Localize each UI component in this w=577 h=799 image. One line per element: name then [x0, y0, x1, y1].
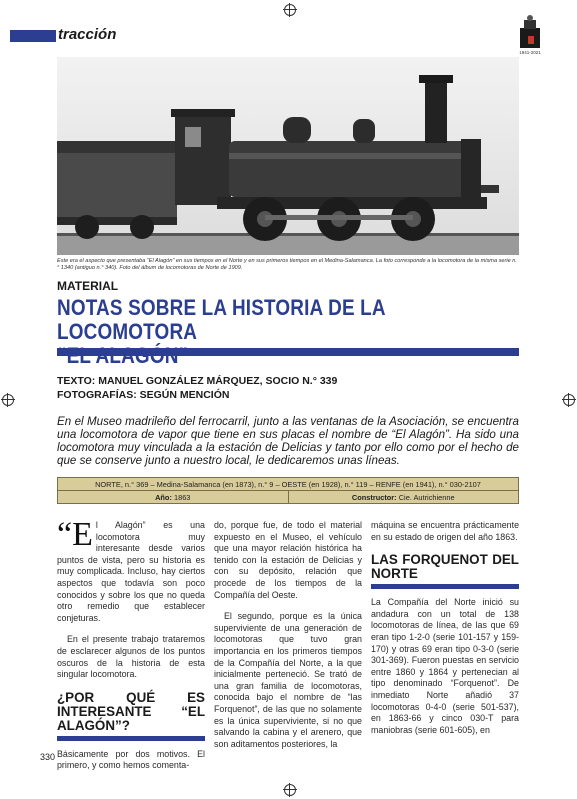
column-3-paragraph-2: La Compañía del Norte inició su andadura con un total de 138 locomotoras de línea, de las que 69 eran tipo 1-2-0 (serie 101-157 y 159-170) y otras 69 eran tipo 0-3-0 (serie 301-369). Fueron puestas en servicio entre 1860 y 1864 y pertenecian al tipo denominado “Forquenot”. De inmediato Norte añadió 37 locomotoras 0-4-0 (serie 501-537), en 1863-66 y cinco 030-T para maniobras (serie 601-605), en — [371, 597, 519, 735]
dropcap — [57, 516, 93, 553]
text-column-3 — [371, 520, 519, 746]
subhead-rule — [57, 736, 205, 741]
article-lead: En el Museo madrileño del ferrocarril, junto a las ventanas de la Asociación, se encuentra una locomotora de vapor que tiene en sus placas el nombre de “El Alagón”. Ha sido una locomotora muy vinculada a la estación de Delicias y tanto por ello como por el hecho de que se conserve junto a nuestro local, le dedicaremos unas líneas. — [57, 415, 519, 467]
registration-mark-icon — [284, 4, 296, 16]
locomotive-specs-table — [57, 477, 519, 504]
text-column-1 — [57, 516, 205, 782]
column-1-paragraph-3: Básicamente por dos motivos. El primero, y como hemos comenta- — [57, 748, 205, 771]
photo-caption: Este era el aspecto que presentaba “El Alagón” en sus tiempos en el Norte y en sus primeros tiempos en el Medina-Salamanca. La foto corresponde a la locomotora de la misma serie n.° 1340 (antiguo n.° 340). Foto del álbum de locomotoras de Norte de 1909. — [57, 258, 517, 271]
specs-year-value: 1863 — [173, 492, 191, 502]
registration-mark-icon — [563, 394, 575, 406]
page-number: 330 — [40, 752, 56, 762]
subhead-rule — [371, 584, 519, 589]
specs-year-cell — [58, 491, 289, 504]
article-title — [57, 296, 461, 368]
logo-caption: 1941-2021 — [519, 50, 541, 55]
specs-row — [58, 491, 519, 504]
column-3-subhead: LAS FORQUENOT DEL NORTE — [371, 552, 519, 582]
steam-locomotive-illustration — [57, 57, 519, 255]
dropcap-letter: E — [72, 516, 93, 553]
article-kicker: MATERIAL — [57, 279, 119, 293]
title-rule — [57, 348, 519, 356]
specs-builder-label: Constructor: — [351, 492, 397, 502]
registration-mark-icon — [284, 784, 296, 796]
specs-builder-value: Cie. Autrichienne — [398, 492, 455, 502]
article-title-line1: NOTAS SOBRE LA HISTORIA DE LA LOCOMOTORA — [57, 295, 386, 344]
column-2-paragraph-2: El segundo, porque es la única superviviente de una generación de locomotoras que tuvo gran importancia en los primeros tiempos de la Compañía del Norte, a la que inicialmente perteneció. Se trató de una gran familia de locomotoras, conocida bajo el nombre de “las Forquenot”, de las que no solamente es la única superviviente, si no que salvando la cabina y el arenero, que son aditamentos posteriores, la — [214, 611, 362, 749]
column-1-paragraph-2: En el presente trabajo trataremos de esclarecer algunos de los puntos oscuros de la historia de esta singular locomotora. — [57, 634, 205, 680]
column-3-paragraph-1: máquina se encuentra prácticamente en su estado de origen del año 1863. — [371, 520, 519, 542]
column-1-paragraph-1 — [57, 516, 205, 624]
article-author-credit: TEXTO: MANUEL GONZÁLEZ MÁRQUEZ, SOCIO N.° 339 — [57, 375, 338, 387]
section-color-bar — [10, 30, 56, 42]
specs-row — [58, 478, 519, 491]
article-photo-credit: FOTOGRAFÍAS: SEGÚN MENCIÓN — [57, 389, 230, 401]
text-column-2 — [214, 520, 362, 760]
specs-numbering-cell: NORTE, n.° 369 – Medina-Salamanca (en 1873), n.° 9 – OESTE (en 1928), n.° 119 – RENFE (en 1941), n.° 030-2107 — [58, 478, 519, 491]
specs-builder-cell — [288, 491, 519, 504]
locomotive-photo — [57, 57, 519, 255]
section-label: tracción — [58, 26, 117, 43]
registration-mark-icon — [2, 394, 14, 406]
specs-year-label: Año: — [155, 492, 172, 502]
anniversary-logo — [515, 14, 545, 60]
column-2-paragraph-1: do, porque fue, de todo el material expuesto en el Museo, el vehículo que una mayor relación histórica ha tenido con la estación de Delicias y con su depósito, relación que procede de los tiempos de la Compañía del Oeste. — [214, 520, 362, 600]
dropcap-quote: “ — [57, 516, 73, 553]
column-1-paragraph-1-text: l Alagón” es una locomotora muy interesante desde varios puntos de vista, pero su historia es muy complicada. Incluso, hay ciertos aspectos que todavía son poco conocidos y sobre los que no queda otro remedio que establecer conjeturas. — [57, 520, 205, 623]
column-1-subhead: ¿POR QUÉ ES INTERESANTE “EL ALAGÓN”? — [57, 689, 205, 733]
